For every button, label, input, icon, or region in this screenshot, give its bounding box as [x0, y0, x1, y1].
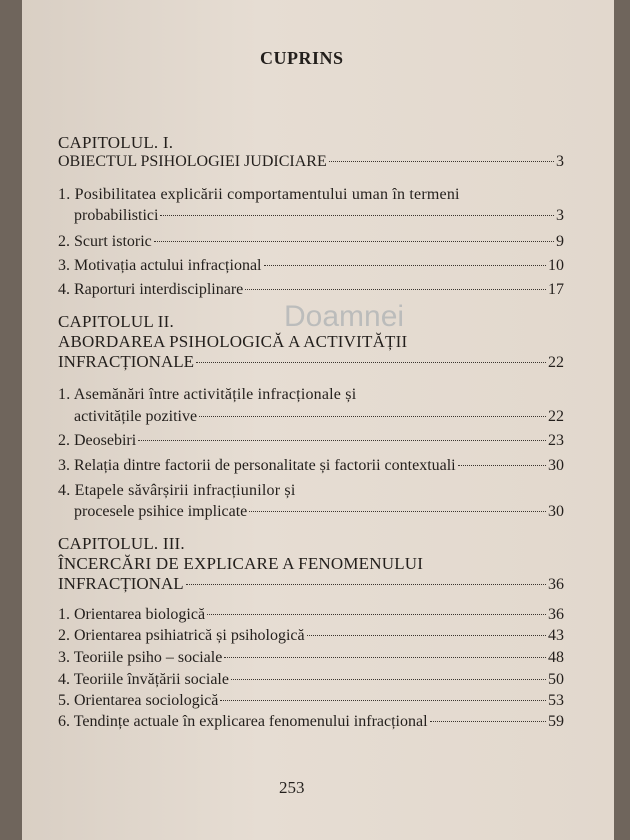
page-ref: 50 — [548, 671, 564, 688]
leader-dots — [224, 657, 546, 658]
page-ref: 36 — [548, 576, 564, 593]
chapter-1-title: OBIECTUL PSIHOLOGIEI JUDICIARE — [58, 153, 327, 170]
leader-dots — [245, 289, 546, 290]
toc-item — [74, 502, 564, 522]
chapter-2-title-line1: ABORDAREA PSIHOLOGICĂ A ACTIVITĂȚII — [58, 332, 408, 351]
toc-item-label: 3. Relația dintre factorii de personalitate și factorii contextuali — [58, 457, 456, 474]
toc-item-label: 3. Teoriile psiho – sociale — [58, 649, 223, 666]
leader-dots — [264, 265, 547, 266]
leader-dots — [154, 241, 554, 242]
leader-dots — [207, 614, 546, 615]
toc-item-line1: 1. Posibilitatea explicării comportamentului uman în termeni — [58, 186, 460, 203]
page-number: 253 — [279, 778, 305, 797]
leader-dots — [199, 416, 546, 417]
page-ref: 17 — [548, 281, 564, 298]
toc-item — [58, 648, 564, 668]
leader-dots — [430, 721, 546, 722]
page-ref: 36 — [548, 606, 564, 623]
toc-item-label: probabilistici — [74, 207, 159, 224]
leader-dots — [196, 362, 546, 363]
chapter-3-entry — [58, 574, 564, 595]
page-ref: 30 — [548, 503, 564, 520]
page-ref: 3 — [556, 207, 564, 224]
page-ref: 23 — [548, 432, 564, 449]
toc-item — [58, 256, 564, 276]
chapter-2-label: CAPITOLUL II. — [58, 312, 174, 331]
watermark: Doamnei — [284, 300, 405, 333]
page-ref: 22 — [548, 408, 564, 425]
page-title: CUPRINS — [260, 48, 344, 68]
toc-item-label: 3. Motivația actului infracțional — [58, 257, 262, 274]
toc-item — [58, 605, 564, 625]
toc-item — [58, 431, 564, 451]
toc-item — [74, 407, 564, 427]
page-ref: 9 — [556, 233, 564, 250]
chapter-3-title-line1: ÎNCERCĂRI DE EXPLICARE A FENOMENULUI — [58, 554, 424, 573]
page-ref: 48 — [548, 649, 564, 666]
toc-item — [58, 712, 564, 732]
leader-dots — [307, 635, 546, 636]
toc-item — [58, 626, 564, 646]
leader-dots — [160, 215, 554, 216]
toc-item-label: 2. Deosebiri — [58, 432, 137, 449]
toc-item-label: 1. Orientarea biologică — [58, 606, 206, 623]
toc-item — [58, 280, 564, 300]
page-ref: 59 — [548, 713, 564, 730]
toc-item-label: procesele psihice implicate — [74, 503, 248, 520]
page-ref: 43 — [548, 627, 564, 644]
toc-item-label: 2. Scurt istoric — [58, 233, 152, 250]
page-ref: 22 — [548, 354, 564, 371]
leader-dots — [186, 584, 546, 585]
chapter-2-entry — [58, 352, 564, 373]
page-ref: 10 — [548, 257, 564, 274]
chapter-2-title-line2: INFRACȚIONALE — [58, 352, 194, 371]
toc-item-line1: 1. Asemănări între activitățile infracționale și — [58, 386, 357, 403]
page-ref: 3 — [556, 153, 564, 170]
toc-item — [58, 670, 564, 690]
toc-item-label: 6. Tendințe actuale în explicarea fenomenului infracțional — [58, 713, 428, 730]
page-ref: 30 — [548, 457, 564, 474]
chapter-3-label: CAPITOLUL. III. — [58, 534, 185, 553]
toc-item — [58, 456, 564, 476]
toc-item-label: 4. Teoriile învățării sociale — [58, 671, 229, 688]
leader-dots — [458, 465, 546, 466]
toc-item-line1: 4. Etapele săvârșirii infracțiunilor și — [58, 482, 296, 499]
toc-item — [74, 206, 564, 226]
leader-dots — [231, 679, 546, 680]
book-page — [22, 0, 614, 840]
leader-dots — [220, 700, 546, 701]
leader-dots — [138, 440, 546, 441]
leader-dots — [249, 511, 546, 512]
toc-item-label: activitățile pozitive — [74, 408, 198, 425]
chapter-3-title-line2: INFRACȚIONAL — [58, 574, 184, 593]
toc-item — [58, 691, 564, 711]
chapter-1-label: CAPITOLUL. I. — [58, 133, 174, 152]
toc-item-label: 4. Raporturi interdisciplinare — [58, 281, 244, 298]
chapter-1-entry — [58, 152, 564, 172]
toc-item — [58, 232, 564, 252]
toc-item-label: 2. Orientarea psihiatrică și psihologică — [58, 627, 305, 644]
page-ref: 53 — [548, 692, 564, 709]
leader-dots — [329, 161, 554, 162]
toc-item-label: 5. Orientarea sociologică — [58, 692, 219, 709]
